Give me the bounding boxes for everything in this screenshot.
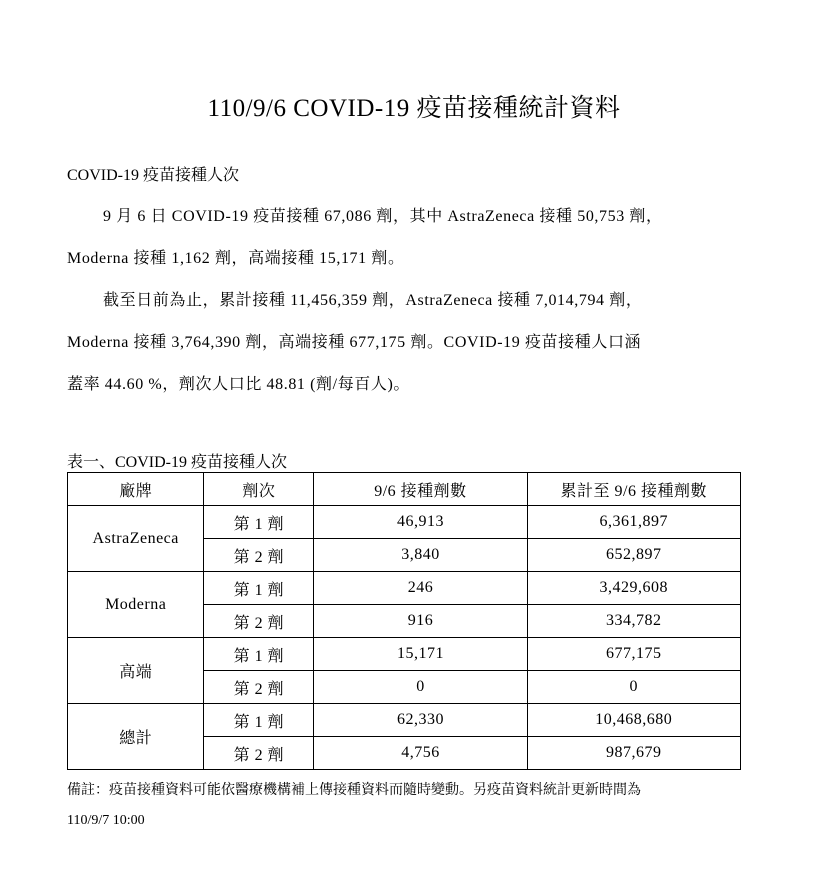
section-heading: COVID-19 疫苗接種人次 (67, 167, 239, 184)
daily-cell: 246 (314, 572, 527, 605)
header-brand: 廠牌 (68, 473, 204, 506)
brand-cell: 高端 (68, 638, 204, 704)
cumulative-cell: 6,361,897 (527, 506, 740, 539)
cumulative-cell: 334,782 (527, 605, 740, 638)
paragraph-line: 9 月 6 日 COVID-19 疫苗接種 67,086 劑，其中 AstraZeneca 接種 50,753 劑， (103, 208, 663, 225)
header-cumulative: 累計至 9/6 接種劑數 (527, 473, 740, 506)
paragraph-daily-summary (67, 196, 757, 280)
cumulative-cell: 0 (527, 671, 740, 704)
paragraph-cumulative-summary (67, 280, 757, 406)
table-header-row (68, 473, 741, 506)
brand-cell: 總計 (68, 704, 204, 770)
dose-cell: 第 2 劑 (204, 539, 314, 572)
table-caption: 表一、COVID-19 疫苗接種人次 (67, 454, 287, 471)
daily-cell: 916 (314, 605, 527, 638)
footnote (67, 776, 757, 836)
cumulative-cell: 987,679 (527, 737, 740, 770)
daily-cell: 62,330 (314, 704, 527, 737)
paragraph-line: 蓋率 44.60 %，劑次人口比 48.81 (劑/每百人)。 (67, 376, 411, 393)
dose-cell: 第 1 劑 (204, 638, 314, 671)
table-row (68, 704, 741, 737)
daily-cell: 15,171 (314, 638, 527, 671)
daily-cell: 4,756 (314, 737, 527, 770)
cumulative-cell: 652,897 (527, 539, 740, 572)
paragraph-line: 截至日前為止，累計接種 11,456,359 劑，AstraZeneca 接種 7,014,794 劑， (103, 292, 643, 309)
table-row (68, 572, 741, 605)
header-daily: 9/6 接種劑數 (314, 473, 527, 506)
footnote-line: 備註：疫苗接種資料可能依醫療機構補上傳接種資料而隨時變動。另疫苗資料統計更新時間為 (67, 783, 641, 798)
table-row (68, 638, 741, 671)
header-dose: 劑次 (204, 473, 314, 506)
dose-cell: 第 2 劑 (204, 737, 314, 770)
document-title: 110/9/6 COVID-19 疫苗接種統計資料 (207, 95, 621, 122)
table-row (68, 506, 741, 539)
cumulative-cell: 3,429,608 (527, 572, 740, 605)
brand-cell: AstraZeneca (68, 506, 204, 572)
daily-cell: 3,840 (314, 539, 527, 572)
daily-cell: 0 (314, 671, 527, 704)
brand-cell: Moderna (68, 572, 204, 638)
cumulative-cell: 677,175 (527, 638, 740, 671)
dose-cell: 第 1 劑 (204, 506, 314, 539)
dose-cell: 第 1 劑 (204, 572, 314, 605)
vaccination-table (67, 472, 741, 770)
dose-cell: 第 2 劑 (204, 671, 314, 704)
paragraph-line: Moderna 接種 1,162 劑，高端接種 15,171 劑。 (67, 250, 405, 267)
dose-cell: 第 1 劑 (204, 704, 314, 737)
cumulative-cell: 10,468,680 (527, 704, 740, 737)
dose-cell: 第 2 劑 (204, 605, 314, 638)
footnote-timestamp: 110/9/7 10:00 (67, 813, 145, 828)
paragraph-line: Moderna 接種 3,764,390 劑，高端接種 677,175 劑。COVID-19 疫苗接種人口涵 (67, 334, 642, 351)
daily-cell: 46,913 (314, 506, 527, 539)
